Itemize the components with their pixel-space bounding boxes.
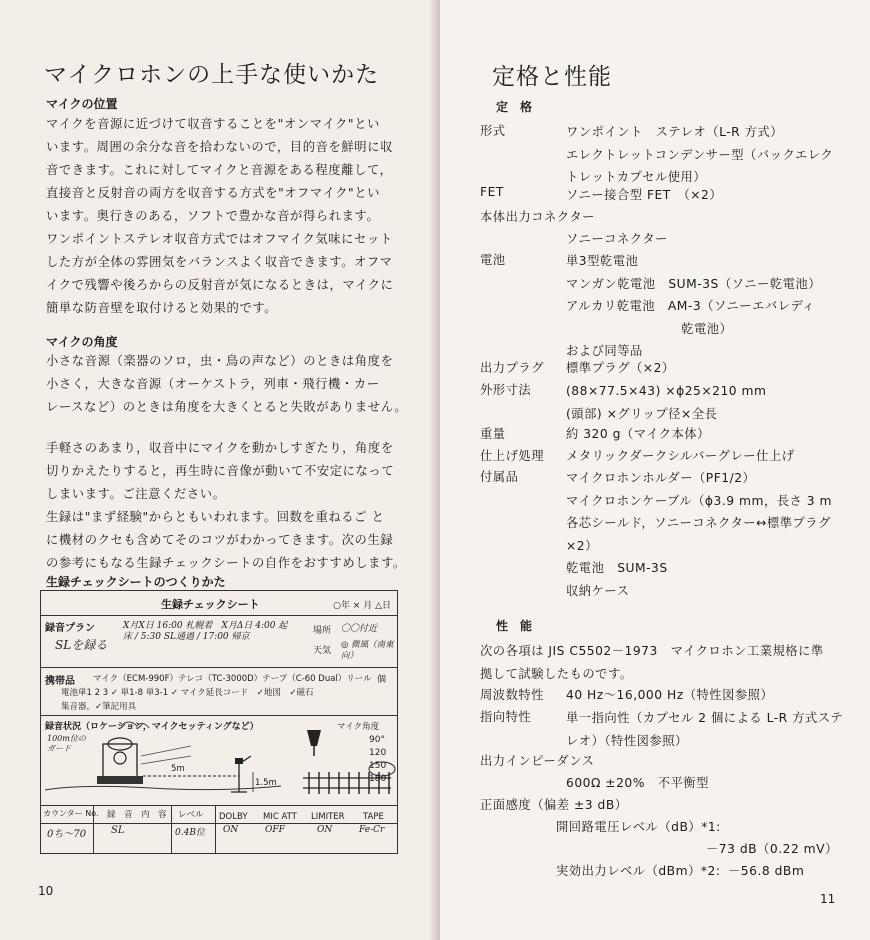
sheet-table-values	[41, 823, 397, 853]
angle-values: 90° 120 150 180	[369, 735, 387, 784]
performance-heading: 性 能	[496, 619, 533, 633]
items-line2: 電池単1 2 3 ✓ 単1-8 単3-1 ✓ マイク延長コード ✓地図 ✓磁石	[61, 688, 314, 698]
sheet-situation-row	[41, 715, 397, 806]
impedance-value: 600Ω ±20% 不平衡型	[566, 776, 709, 790]
sheet-title: 生録チェックシート	[161, 598, 260, 611]
freq-label: 周波数特性	[480, 688, 544, 702]
weather-value: ◎ 微風（南東向）	[341, 640, 394, 661]
performance-intro: 次の各項は JIS C5502－1973 マイクロホン工業規格に準 拠して試験したものです。	[480, 644, 824, 681]
val-counter: 0ち～70	[47, 829, 87, 840]
plan-schedule: X月X日 16:00 札幌着 X月Δ日 4:00 起床 / 5:30 SL通過 / 17:00 帰京	[123, 621, 288, 642]
recording-check-sheet	[40, 590, 398, 854]
val-dolby: ON	[223, 825, 239, 835]
open-circuit-value: －73 dB（0.22 mV）	[706, 842, 838, 856]
left-page-title: マイクロホンの上手な使いかた	[44, 62, 380, 88]
sensitivity-label: 正面感度（偏差 ±3 dB）	[480, 798, 628, 812]
effective-output-value: －56.8 dBm	[728, 864, 805, 878]
situation-label: 録音状況（ロケーション，マイクセッティングなど）	[45, 722, 259, 732]
col-mic-att: MIC ATT	[263, 812, 297, 822]
freq-value: 40 Hz～16,000 Hz（特性図参照）	[566, 688, 774, 702]
weather-label: 天気	[313, 646, 332, 656]
val-tape: Fe-Cr	[359, 825, 385, 835]
items-line3: 集音器，✓筆記用具	[61, 702, 137, 712]
col-counter: カウンター No.	[43, 809, 99, 818]
checksheet-heading: 生録チェックシートのつくりかた	[46, 575, 226, 589]
right-page: 定格と性能 定 格 形式 ワンポイント ステレオ（L-R 方式） エレクトレットコンデンサー型（バックエレク トレットカプセル使用） FET ソニー接合型 FET （×2） 本体出力コネクター ソニーコネクター 電池 単3型乾電池 マンガン乾電池 SUM-3S（ソニー乾電池） アルカリ乾電池 AM-3（ソニーエバレディ 乾電池） および同等品 出力プラグ 標準プラグ（×2） 外形寸法 (88×77.5×43) ×ϕ25×210 mm (頭部) ×グリップ径×全長 重量 約 320 g（マイク本体） 仕上げ処理 メタリックダークシルバーグレー仕上げ 付属品 マイクロホンホルダー（PF1/2） マイクロホンケーブル（ϕ3.9 mm，長さ 3 m 各芯シールド，ソニーコネクター↔標準プラグ ×2） 乾電池 SUM-3S 収納ケース 性 能 次の各項は JIS C5502－1973 マイクロホン工業規格に準 拠して試験したものです。 周波数特性 40 Hz～16,000 Hz（特性図参照） 指向特性 単一指向性（カプセル 2 個による L-R 方式ステ レオ）（特性図参照） 出力インピーダンス 600Ω ±20% 不平衡型 正面感度（偏差 ±3 dB） 開回路電圧レベル（dB）*1: －73 dB（0.22 mV） 実効出力レベル（dBm）*2: －56.8 dBm 11	[440, 0, 870, 940]
place-value: 〇〇付近	[341, 624, 378, 634]
directivity-label: 指向特性	[480, 710, 532, 724]
val-level: 0.4B位	[175, 828, 205, 838]
place-label: 場所	[313, 626, 332, 636]
val-mic-att: OFF	[265, 825, 285, 835]
items-label: 携帯品	[45, 676, 75, 687]
plan-label: 録音プラン	[45, 623, 95, 634]
sheet-plan-row	[41, 615, 397, 668]
col-level: レベル	[178, 810, 204, 820]
impedance-label: 出力インピーダンス	[480, 754, 595, 768]
items-line1: マイク（ECM-990F）テレコ（TC-3000D）テープ（C-60 Dual）リール	[93, 674, 372, 684]
angle-label: マイク角度	[337, 722, 380, 732]
mic-angle-heading: マイクの角度	[46, 335, 118, 349]
effective-output-label: 実効出力レベル（dBm）*2:	[556, 864, 721, 878]
right-page-number: 11	[820, 892, 836, 906]
left-page-number: 10	[38, 884, 54, 898]
sheet-items-row	[41, 667, 397, 716]
col-tape: TAPE	[363, 812, 384, 822]
mic-position-heading: マイクの位置	[46, 97, 118, 111]
distance-label-2: 1.5m	[255, 778, 277, 788]
val-limiter: ON	[317, 825, 333, 835]
sheet-date: ○年 × 月 △日	[333, 601, 391, 611]
items-unit: 個	[377, 675, 387, 685]
col-limiter: LIMITER	[311, 812, 345, 822]
val-content: SL	[111, 825, 125, 836]
ratings-heading: 定 格	[496, 100, 533, 114]
mic-angle-text: 小さな音源（楽器のソロ，虫・鳥の声など）のときは角度を 小さく，大きな音源（オーケストラ，列車・飛行機・カー レースなど）のときは角度を大きくとると失敗がありません。	[46, 354, 408, 414]
open-circuit-label: 開回路電圧レベル（dB）*1:	[556, 820, 721, 834]
distance-label-1: 5m	[171, 764, 185, 774]
plan-handwritten: SLを録る	[55, 638, 108, 652]
mic-position-text: マイクを音源に近づけて収音することを"オンマイク"とい います。周囲の余分な音を拾わないので，目的音を鮮明に収 音できます。これに対してマイクと音源をある程度離して， 直接音と反射音の両方を収音する方式を"オフマイク"とい います。奥行きのある，ソフトで豊かな音が得られます。 ワンポイントステレオ収音方式ではオフマイク気味にセット した方が全体の雰囲気をバランスよく収音できます。オフマ イクで残響や後ろからの反射音が気になるときは，マイクに 簡単な防音壁を取付けると効果的です。	[46, 117, 394, 315]
live-recording-advice-text: 手軽さのあまり，収音中にマイクを動かしすぎたり，角度を 切りかえたりすると，再生時に音像が動いて不安定になって しまいます。ご注意ください。 生録は"まず経験"からともいわれます。回数を重ねるご と に機材のクセも含めてそのコツがわかってきます。次の生録 の参考にもなる生録チェックシートの自作をおすすめします。	[46, 441, 406, 570]
directivity-value: 単一指向性（カプセル 2 個による L-R 方式ステ レオ）（特性図参照）	[566, 711, 844, 748]
recording-situation-sketch	[41, 716, 397, 806]
col-content: 録 音 内 容	[107, 810, 167, 820]
col-dolby: DOLBY	[219, 812, 248, 822]
right-page-title: 定格と性能	[492, 64, 612, 90]
location-note: 100m位の ガード	[47, 734, 86, 753]
